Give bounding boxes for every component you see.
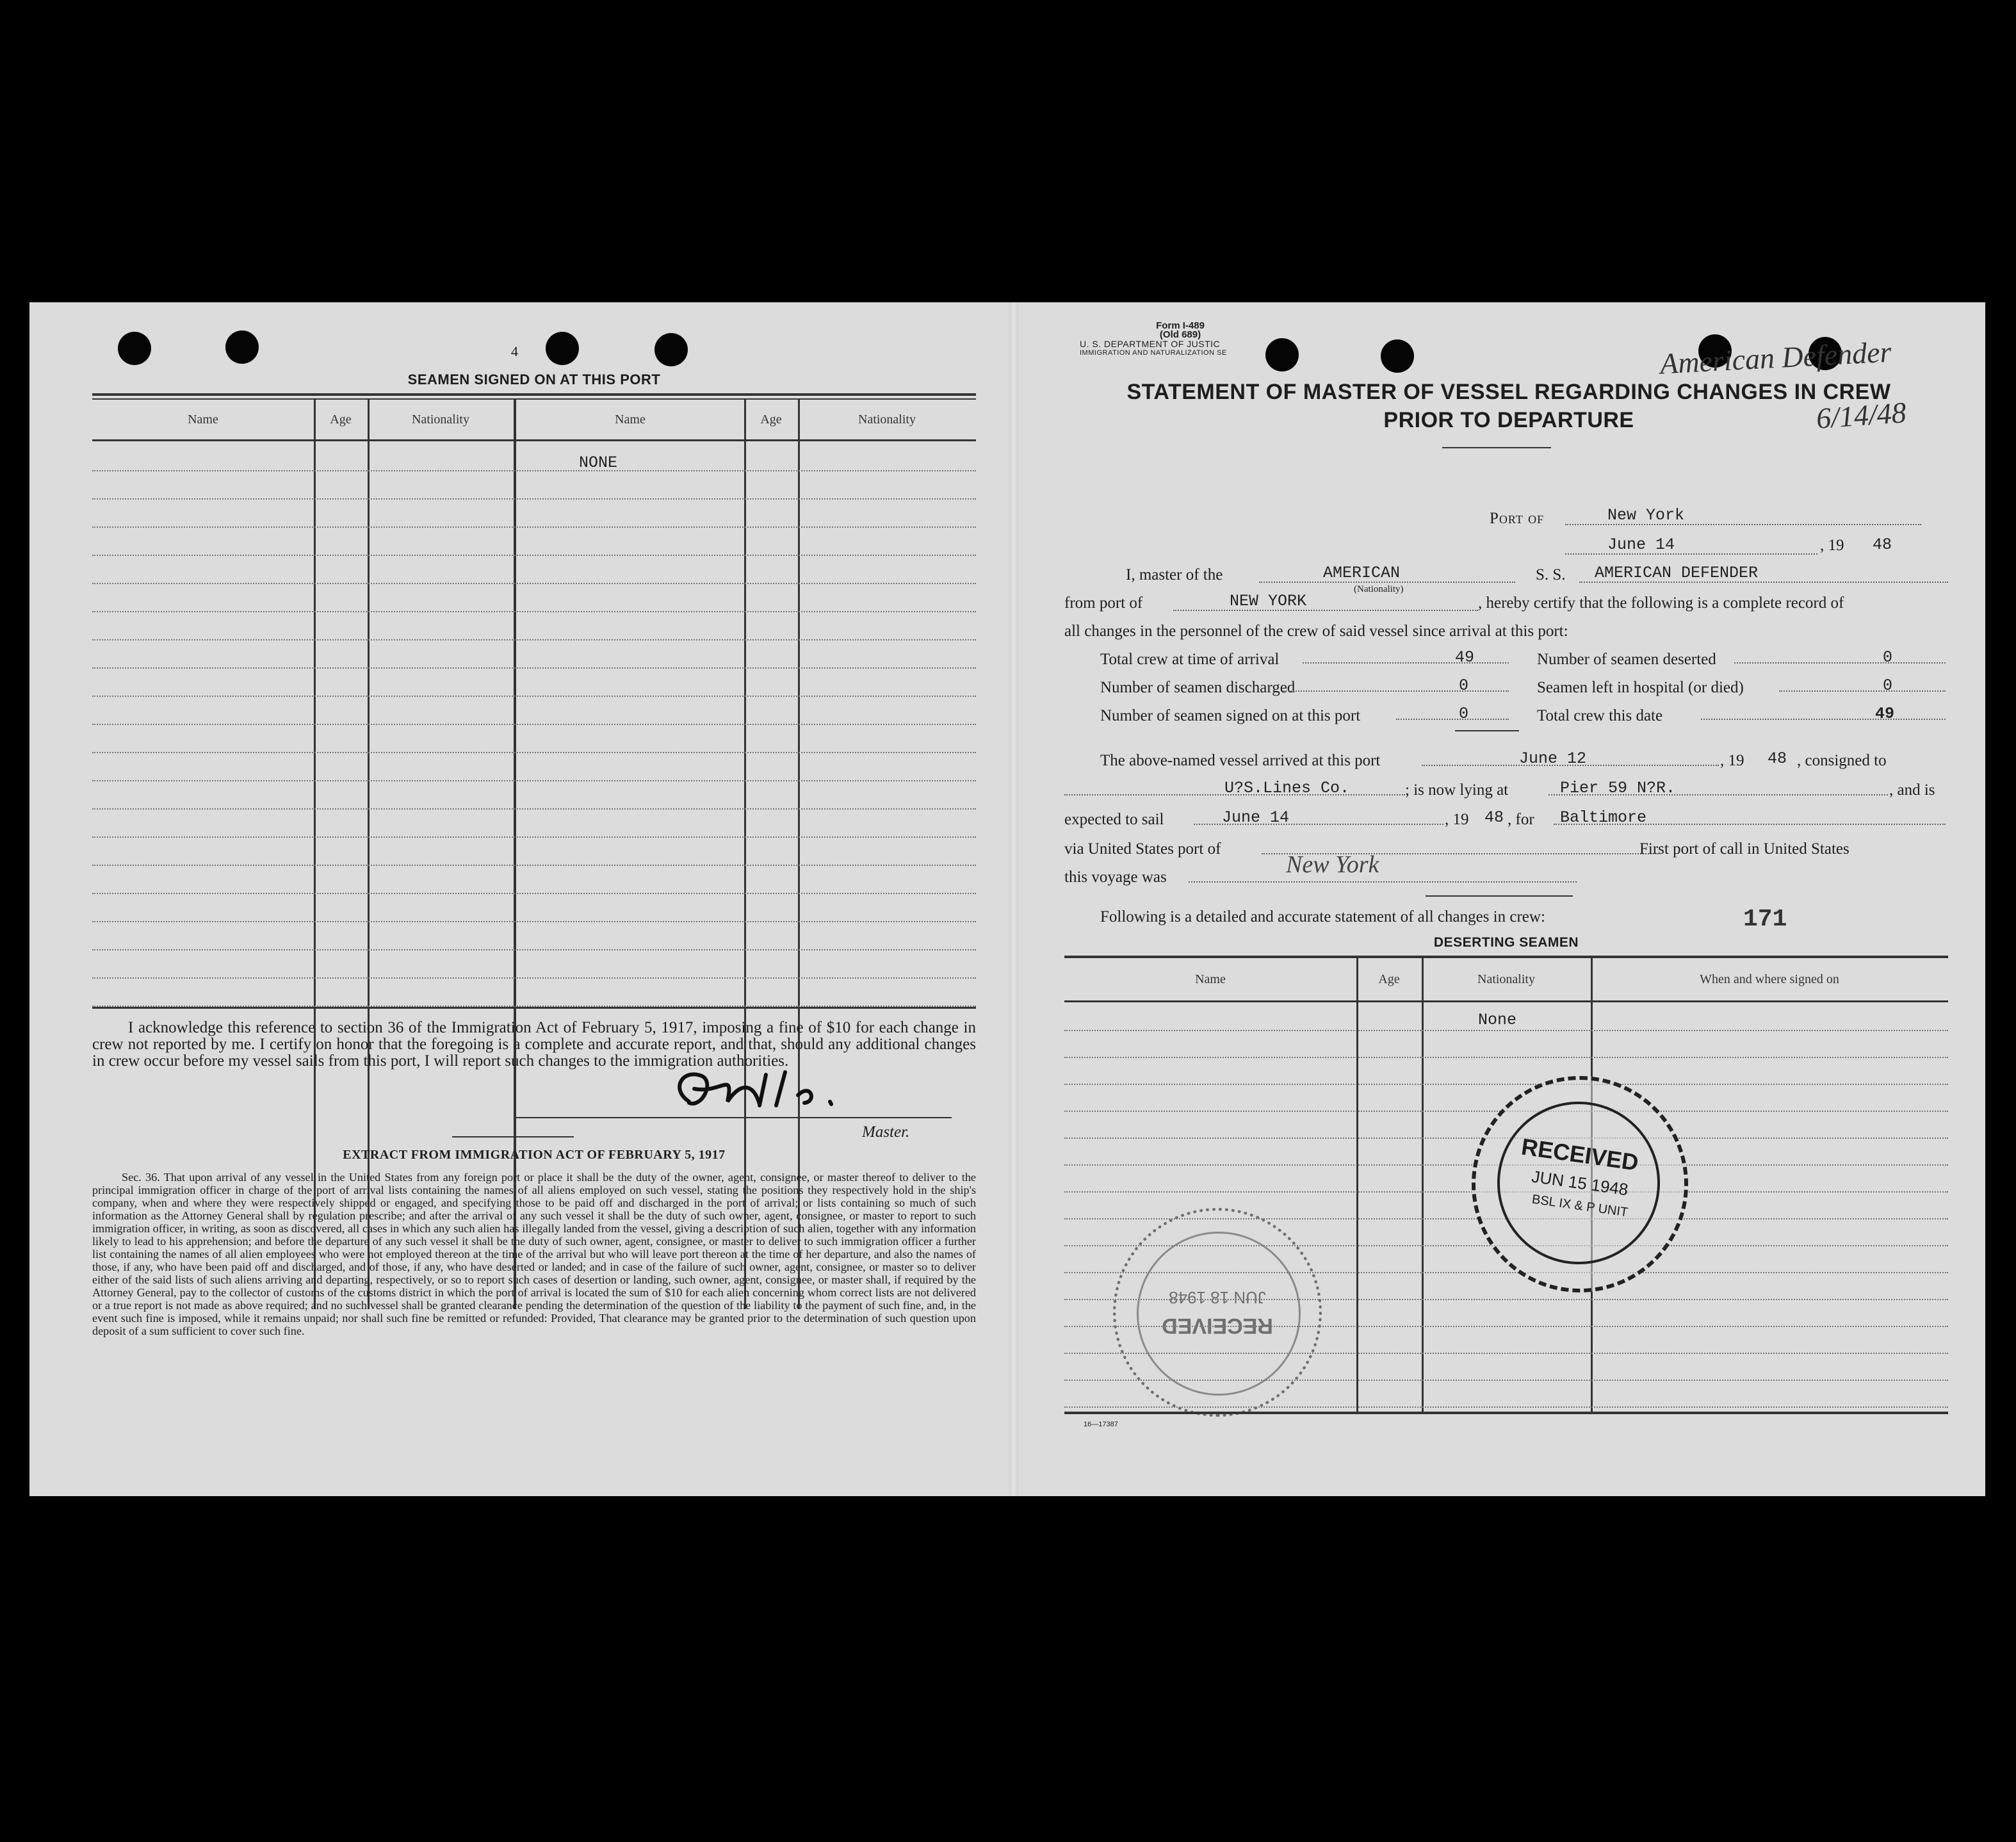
punch-hole: [546, 332, 579, 365]
nationality-caption: (Nationality): [1354, 584, 1404, 594]
and-is-label: , and is: [1889, 781, 1935, 799]
stat-label: Number of seamen discharged: [1100, 679, 1296, 696]
stat-total-crew-arrival: 49: [1455, 648, 1475, 667]
title-underline: [1442, 447, 1551, 448]
table-row: [92, 893, 976, 894]
extract-title: EXTRACT FROM IMMIGRATION ACT OF FEBRUARY 5, 1917: [343, 1148, 726, 1162]
stat-label: Total crew at time of arrival: [1100, 651, 1280, 668]
short-rule: [452, 1136, 574, 1137]
consigned-label: , consigned to: [1797, 752, 1887, 769]
punch-hole: [118, 332, 151, 365]
table-row: [1064, 1299, 1948, 1300]
rule: [92, 393, 976, 396]
col-signed-on: When and where signed on: [1700, 972, 1839, 986]
following-label: Following is a detailed and accurate statement of all changes in crew:: [1100, 908, 1545, 925]
master-signature: [663, 1063, 894, 1121]
table-row: [92, 526, 976, 528]
table-row: [92, 583, 976, 584]
certify-text: , hereby certify that the following is a complete record of: [1478, 594, 1844, 612]
stat-discharged: 0: [1459, 676, 1469, 695]
footer-code: 16—17387: [1084, 1421, 1118, 1428]
year-prefix: , 19: [1820, 537, 1844, 554]
master-prefix: I, master of the: [1126, 566, 1223, 583]
col-name: Name: [1195, 972, 1226, 986]
port-label: Port of: [1490, 510, 1545, 527]
from-port-label: from port of: [1064, 594, 1143, 612]
punch-hole: [654, 333, 688, 366]
stat-deserted: 0: [1883, 648, 1893, 667]
handwritten-ship-name: American Defender: [1659, 335, 1892, 380]
table-row: [92, 780, 976, 781]
col-age: Age: [330, 412, 352, 427]
date-value: June 14: [1607, 535, 1675, 554]
sail-year-prefix: , 19: [1445, 811, 1469, 828]
stamp-unit: BSL IX & P UNIT: [1531, 1192, 1629, 1220]
table-row: [92, 555, 976, 556]
certify-text-2: all changes in the personnel of the crew of said vessel since arrival at this port:: [1064, 623, 1568, 640]
ss-label: S. S.: [1536, 566, 1566, 583]
punch-hole: [1381, 339, 1414, 373]
sail-year: 48: [1484, 808, 1504, 827]
lying-value: Pier 59 N?R.: [1560, 779, 1676, 797]
department-block: U. S. DEPARTMENT OF JUSTIC IMMIGRATION AND NATURALIZATION SE: [1080, 339, 1227, 357]
stamp-received-label: RECEIVED: [1520, 1133, 1641, 1176]
acknowledgement-text: I acknowledge this reference to section 36 of the Immigration Act of February 5, 1917, imposing a fine of $10 for each change in crew not reported by me. I certify on honor that the foregoing is a complete and accurate report, and that, should any additional changes in crew occur before my vessel sails from this port, I will report such changes to the immigration authorities.: [92, 1019, 976, 1070]
form-title: STATEMENT OF MASTER OF VESSEL REGARDING CHANGES IN CREW PRIOR TO DEPARTURE: [1126, 380, 1891, 432]
table-row: [92, 836, 976, 838]
received-stamp: [1472, 1076, 1688, 1292]
table-entry: NONE: [579, 453, 618, 472]
arrived-label: The above-named vessel arrived at this port: [1100, 752, 1381, 769]
arrived-year: 48: [1768, 749, 1787, 768]
document-sheet: [29, 302, 1985, 1496]
sail-date: June 14: [1222, 808, 1290, 827]
stat-label: Seamen left in hospital (or died): [1537, 679, 1744, 696]
page-fold: [1009, 302, 1018, 1496]
table-row: [92, 611, 976, 612]
col-nationality-2: Nationality: [858, 412, 916, 427]
table-row: [92, 949, 976, 950]
col-name-2: Name: [615, 412, 646, 427]
lying-label: ; is now lying at: [1405, 781, 1509, 799]
table-row: [92, 921, 976, 922]
signature-line: [516, 1117, 952, 1118]
consignee: U?S.Lines Co.: [1224, 779, 1350, 797]
table-row: [92, 696, 976, 697]
page-number: 4: [511, 343, 518, 359]
vessel-name: AMERICAN DEFENDER: [1595, 564, 1759, 582]
voyage-value: New York: [1286, 851, 1379, 878]
table-row: [92, 470, 976, 471]
table-row: [1064, 1326, 1948, 1327]
table-row: [1064, 1353, 1948, 1354]
received-stamp-faded: RECEIVED JUN 18 1948: [1113, 1208, 1322, 1417]
expected-label: expected to sail: [1064, 811, 1164, 828]
stamp-number: 171: [1743, 906, 1787, 933]
table-row: [1064, 1272, 1948, 1273]
table-row: [1064, 1057, 1948, 1058]
col-name: Name: [188, 412, 218, 427]
handwritten-date: 6/14/48: [1815, 396, 1908, 435]
table-row: [1064, 1406, 1948, 1408]
table-row: [92, 865, 976, 866]
col-nationality: Nationality: [1477, 972, 1535, 986]
stat-hospital: 0: [1883, 676, 1893, 695]
first-port-label: First port of call in United States: [1639, 840, 1849, 858]
col-nationality: Nationality: [412, 412, 469, 427]
stat-label: Total crew this date: [1537, 707, 1663, 724]
destination: Baltimore: [1560, 808, 1647, 827]
table-row: [92, 639, 976, 640]
col-age-2: Age: [760, 412, 782, 427]
stat-signed-on: 0: [1459, 705, 1469, 723]
nationality-value: AMERICAN: [1323, 564, 1401, 582]
deserting-entry: None: [1478, 1011, 1517, 1029]
table-row: [92, 498, 976, 500]
port-value: New York: [1607, 506, 1685, 525]
voyage-label: this voyage was: [1064, 868, 1167, 886]
form-number: Form I-489 (Old 689): [1156, 320, 1205, 340]
table-row: [92, 808, 976, 810]
table-row: [1064, 1084, 1948, 1085]
table-row: [92, 977, 976, 979]
left-page-title: SEAMEN SIGNED ON AT THIS PORT: [407, 371, 661, 387]
arrived-date: June 12: [1519, 749, 1587, 768]
table-row: [92, 724, 976, 725]
master-label: Master.: [862, 1123, 910, 1141]
arrived-year-prefix: , 19: [1720, 752, 1744, 769]
for-label: , for: [1508, 811, 1534, 828]
punch-hole: [1265, 338, 1299, 371]
table-row: [92, 667, 976, 669]
table-row: [92, 752, 976, 753]
punch-hole: [225, 330, 259, 364]
col-age: Age: [1378, 972, 1400, 986]
deserting-title: DESERTING SEAMEN: [1433, 935, 1579, 950]
extract-text: Sec. 36. That upon arrival of any vessel in the United States from any foreign port or place it shall be the duty of the owner, agent, consignee, or master thereof to deliver to the principal immigration officer in charge of the port of arrival lists containing the names of all aliens employed on such vessel, stating the positions they respectively hold in the ship's company, when and where they were respectively shipped or engaged, and specifying those to be paid off and discharged in the port of arrival; or lists containing so much of such information as the Attorney General shall by regulation prescribe; and after the arrival of any such vessel it shall be the duty of such owner, agent, consignee, or master to report to such immigration officer, in writing, as soon as discovered, all cases in which any such alien has illegally landed from the vessel, giving a description of such alien, together with any information likely to lead to his apprehension; and before the departure of any such vessel it shall be the duty of such owner, agent, consignee, or master to deliver to such immigration officer a further list containing the names of all alien employees who were not employed thereon at the time of the arrival but who will leave port thereon at the time of her departure, and also the names of those, if any, who have been paid off and discharged, and of those, if any, who have deserted or landed; and in case of the failure of such owner, agent, consignee, or master so to deliver either of the said lists of such aliens arriving and departing, respectively, or so to report such cases of desertion or landing, such owner, agent, consignee, or master shall, if required by the Attorney General, pay to the collector of customs of the customs district in which the port of arrival is located the sum of $10 for each alien concerning whom correct lists are not delivered or a true report is not made as above required; and no such vessel shall be granted clearance pending the determination of the question of the liability to the payment of such fine, and, in the event such fine is imposed, while it remains unpaid; nor shall such fine be remitted or refunded: Provided, That clearance may be granted prior to the determination of such question upon deposit of a sum sufficient to cover such fine.: [92, 1171, 976, 1337]
stat-label: Number of seamen signed on at this port: [1100, 707, 1361, 724]
table-row: [1064, 1030, 1948, 1031]
stamp-date: JUN 15 1948: [1530, 1166, 1630, 1200]
year-value: 48: [1873, 535, 1892, 554]
via-label: via United States port of: [1064, 840, 1221, 858]
table-row: [1064, 1380, 1948, 1381]
stat-label: Number of seamen deserted: [1537, 651, 1716, 668]
from-port-value: NEW YORK: [1230, 592, 1307, 610]
stat-total-today: 49: [1875, 705, 1895, 723]
